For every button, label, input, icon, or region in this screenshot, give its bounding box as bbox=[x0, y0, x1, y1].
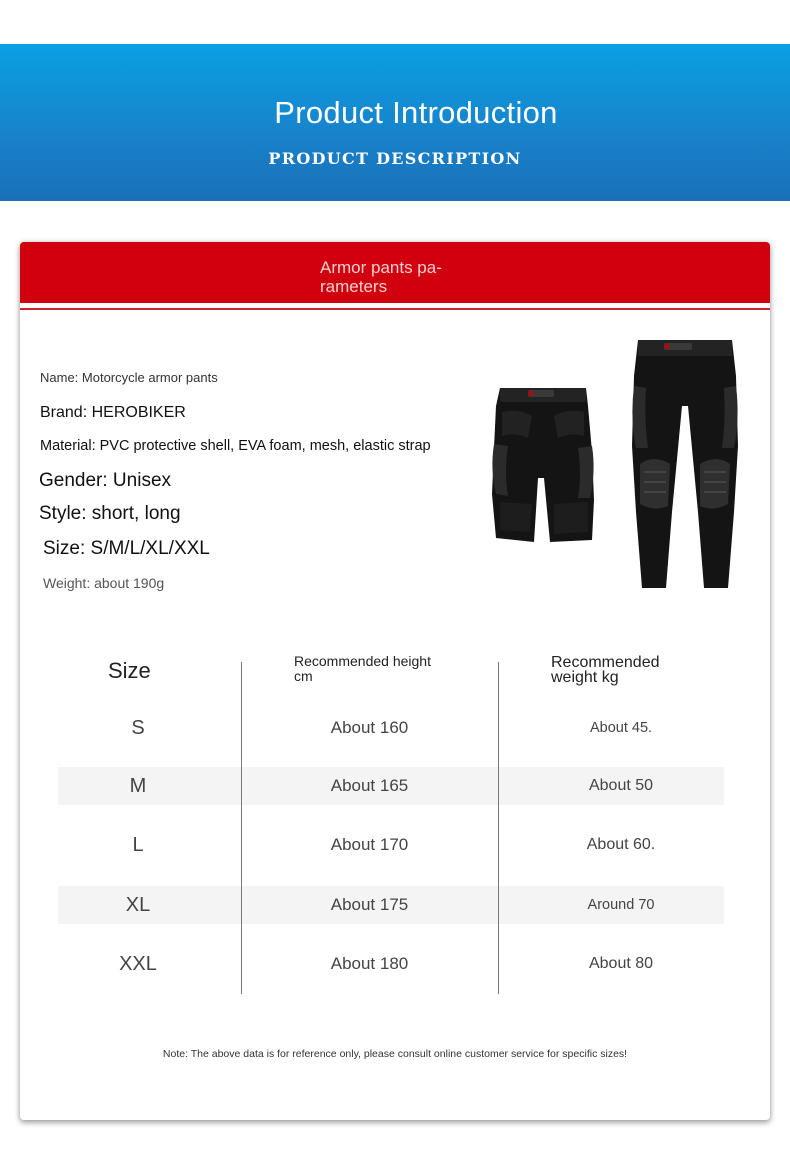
table-row bbox=[58, 767, 724, 805]
table-header-height bbox=[294, 654, 431, 684]
spec-size: Size: S/M/L/XL/XXL bbox=[43, 538, 210, 559]
card-header-title-line2: rameters bbox=[320, 277, 388, 296]
table-row bbox=[58, 886, 724, 924]
table-header-height-line2: cm bbox=[294, 668, 313, 684]
cell-height: About 175 bbox=[330, 895, 409, 914]
table-header-weight-line1: Recommended bbox=[551, 654, 660, 671]
header-divider bbox=[20, 308, 770, 310]
card-header bbox=[20, 242, 770, 303]
cell-height: About 160 bbox=[330, 718, 409, 737]
column-divider bbox=[241, 662, 242, 994]
table-header-height-line1: Recommended height bbox=[294, 653, 431, 669]
cell-size: XL bbox=[125, 894, 151, 916]
cell-size: M bbox=[129, 775, 147, 797]
cell-height: About 170 bbox=[330, 835, 409, 854]
cell-weight: About 45. bbox=[589, 720, 653, 736]
cell-weight: About 80 bbox=[588, 955, 654, 972]
cell-size: S bbox=[131, 717, 145, 739]
cell-size: L bbox=[132, 834, 144, 856]
card-header-title bbox=[320, 258, 465, 296]
spec-name: Name: Motorcycle armor pants bbox=[40, 370, 218, 385]
size-note: Note: The above data is for reference only, please consult online customer service for specific sizes! bbox=[162, 1048, 628, 1060]
spec-weight: Weight: about 190g bbox=[43, 575, 165, 591]
spec-material: Material: PVC protective shell, EVA foam, mesh, elastic strap bbox=[40, 438, 431, 454]
card-header-title-line1: Armor pants pa- bbox=[320, 258, 442, 277]
armor-long-pants-image bbox=[628, 336, 742, 592]
table-header-size: Size bbox=[108, 658, 151, 683]
cell-height: About 165 bbox=[330, 776, 409, 795]
spec-gender: Gender: Unisex bbox=[39, 470, 172, 491]
armor-shorts-image bbox=[488, 382, 598, 548]
cell-size: XXL bbox=[119, 953, 157, 975]
table-header-weight-line2: weight kg bbox=[551, 669, 619, 686]
header-banner bbox=[0, 44, 790, 201]
spec-brand: Brand: HEROBIKER bbox=[40, 404, 186, 421]
cell-weight: About 50 bbox=[588, 777, 654, 794]
cell-height: About 180 bbox=[330, 954, 409, 973]
banner-title: Product Introduction bbox=[274, 95, 558, 130]
cell-weight: Around 70 bbox=[587, 897, 655, 913]
column-divider bbox=[498, 662, 499, 994]
size-table bbox=[58, 642, 724, 1012]
parameters-card bbox=[20, 242, 770, 1120]
table-row bbox=[58, 945, 724, 983]
banner-subtitle: PRODUCT DESCRIPTION bbox=[268, 149, 522, 168]
table-row bbox=[58, 826, 724, 864]
table-header-weight bbox=[551, 655, 660, 685]
table-row bbox=[58, 709, 724, 747]
spec-style: Style: short, long bbox=[39, 503, 181, 524]
cell-weight: About 60. bbox=[586, 836, 656, 853]
